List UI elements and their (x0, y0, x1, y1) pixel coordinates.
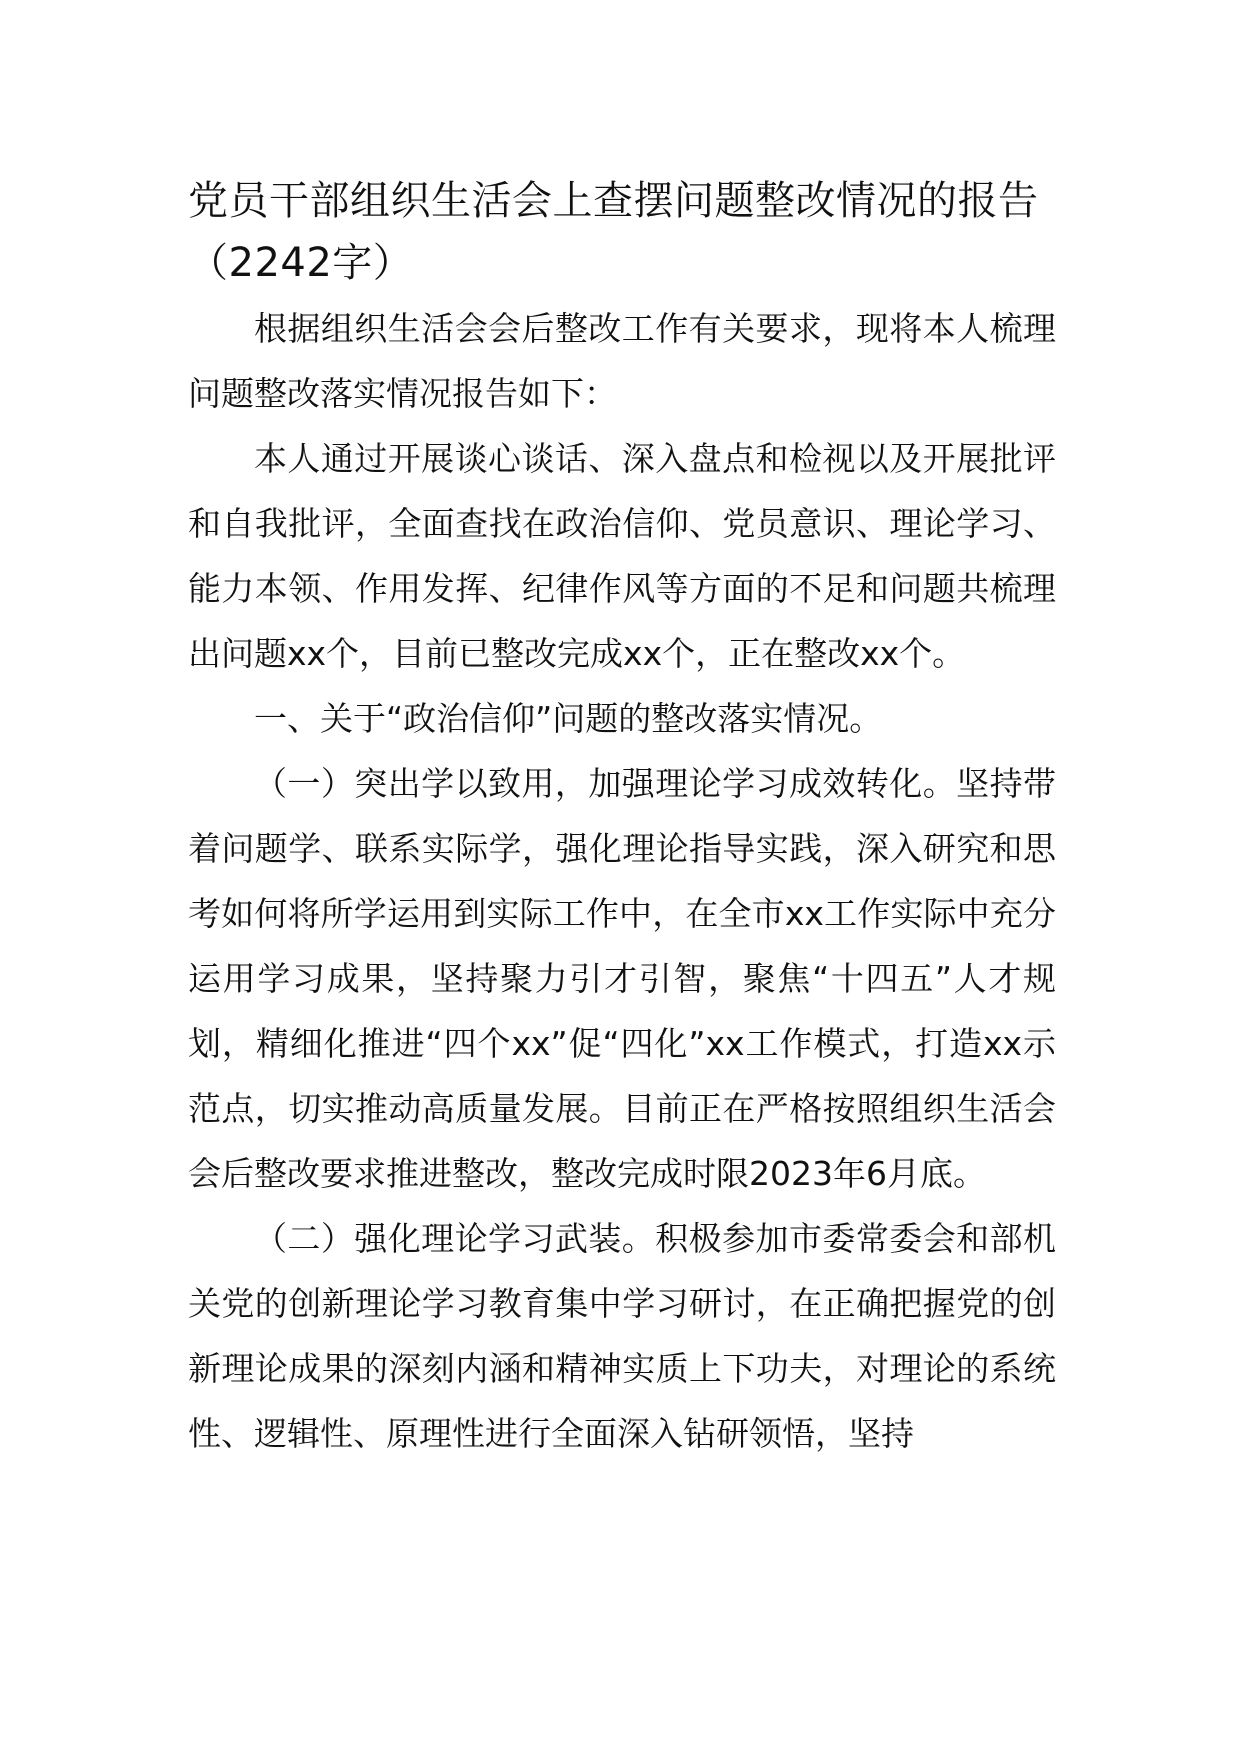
document-title: 党员干部组织生活会上查摆问题整改情况的报告（2242字） (188, 178, 1039, 286)
paragraph-summary: 本人通过开展谈心谈话、深入盘点和检视以及开展批评和自我批评，全面查找在政治信仰、党员意识、理论学习、能力本领、作用发挥、纪律作风等方面的不足和问题共梳理出问题xx个，目前已整改完成xx个，正在整改xx个。 (188, 439, 1056, 673)
paragraph-item-1: （一）突出学以致用，加强理论学习成效转化。坚持带着问题学、联系实际学，强化理论指导实践，深入研究和思考如何将所学运用到实际工作中，在全市xx工作实际中充分运用学习成果，坚持聚力引才引智，聚焦“十四五”人才规划，精细化推进“四个xx”促“四化”xx工作模式，打造xx示范点，切实推动高质量发展。目前正在严格按照组织生活会会后整改要求推进整改，整改完成时限2023年6月底。 (188, 764, 1056, 1193)
section-heading-political-belief: 一、关于“政治信仰”问题的整改落实情况。 (254, 699, 883, 738)
paragraph-intro: 根据组织生活会会后整改工作有关要求，现将本人梳理问题整改落实情况报告如下： (188, 309, 1056, 413)
paragraph-item-2: （二）强化理论学习武装。积极参加市委常委会和部机关党的创新理论学习教育集中学习研讨，在正确把握党的创新理论成果的深刻内涵和精神实质上下功夫，对理论的系统性、逻辑性、原理性进行全面深入钻研领悟，坚持 (188, 1219, 1056, 1453)
document-page (188, 170, 1056, 1466)
